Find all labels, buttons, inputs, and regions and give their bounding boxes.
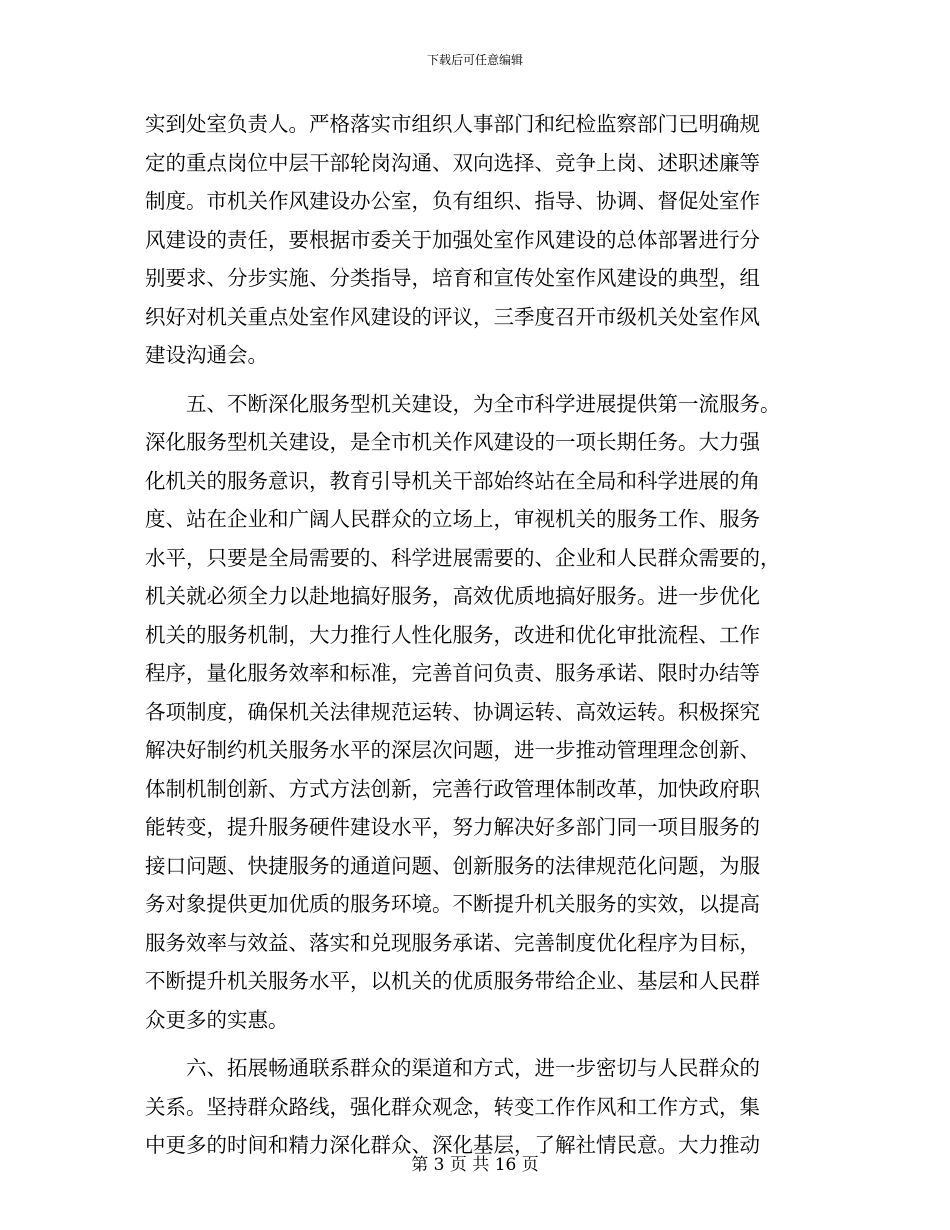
text-line: 众更多的实惠。 [145,1007,289,1032]
paragraph-gap [145,375,800,385]
text-line: 六、拓展畅通联系群众的渠道和方式，进一步密切与人民群众的 [186,1056,760,1080]
text-line: 别要求、分步实施、分类指导，培育和宣传处室作风建设的典型，组 [145,266,760,290]
text-line: 接口问题、快捷服务的通道问题、创新服务的法律规范化问题，为服 [145,853,760,878]
text-line: 中更多的时间和精力深化群众、深化基层，了解社情民意。大力推动 [145,1133,760,1157]
text-line: 务对象提供更加优质的服务环境。不断提升机关服务的实效，以提高 [145,892,760,916]
text-line: 各项制度，确保机关法律规范运转、协调运转、高效运转。积极探究 [145,699,760,724]
paragraph-section-six [145,1049,800,1165]
document-body [145,105,800,1165]
text-line: 深化服务型机关建设，是全市机关作风建设的一项长期任务。大力强 [145,430,760,454]
text-line: 建设沟通会。 [145,343,268,367]
text-line: 解决好制约机关服务水平的深层次问题，进一步推动管理理念创新、 [145,738,760,762]
text-line: 化机关的服务意识，教育引导机关干部始终站在全局和科学进展的角 [145,468,760,493]
paragraph-continuation [145,105,800,375]
text-line: 能转变，提升服务硬件建设水平，努力解决好多部门同一项目服务的 [145,815,760,839]
text-line: 度、站在企业和广阔人民群众的立场上，审视机关的服务工作、服务 [145,507,760,531]
text-line: 五、不断深化服务型机关建设，为全市科学进展提供第一流服务。 [186,391,781,416]
text-line: 实到处室负责人。严格落实市组织人事部门和纪检监察部门已明确规 [145,112,760,136]
text-line: 机关就必须全力以赴地搞好服务，高效优质地搞好服务。进一步优化 [145,584,760,608]
text-line: 关系。坚持群众路线，强化群众观念，转变工作作风和工作方式，集 [145,1094,760,1119]
text-line: 织好对机关重点处室作风建设的评议，三季度召开市级机关处室作风 [145,304,760,329]
text-line: 定的重点岗位中层干部轮岗沟通、双向选择、竞争上岗、述职述廉等 [145,150,760,175]
page-header: 下载后可任意编辑 [426,53,523,67]
text-line: 服务效率与效益、落实和兑现服务承诺、完善制度优化程序为目标， [145,930,760,955]
text-line: 制度。市机关作风建设办公室，负有组织、指导、协调、督促处室作 [145,189,760,213]
text-line: 不断提升机关服务水平，以机关的优质服务带给企业、基层和人民群 [145,969,760,993]
text-line: 体制机制创新、方式方法创新，完善行政管理体制改革，加快政府职 [145,776,760,801]
text-line: 风建设的责任，要根据市委关于加强处室作风建设的总体部署进行分 [145,227,760,252]
text-line: 水平，只要是全局需要的、科学进展需要的、企业和人民群众需要的， [145,545,781,570]
text-line: 机关的服务机制，大力推行人性化服务，改进和优化审批流程、工作 [145,622,760,647]
text-line: 程序，量化服务效率和标准，完善首问负责、服务承诺、限时办结等 [145,661,760,685]
paragraph-section-five [145,385,800,1040]
paragraph-gap [145,1039,800,1049]
page-number-footer: 第 3 页 共 16 页 [411,1155,539,1175]
